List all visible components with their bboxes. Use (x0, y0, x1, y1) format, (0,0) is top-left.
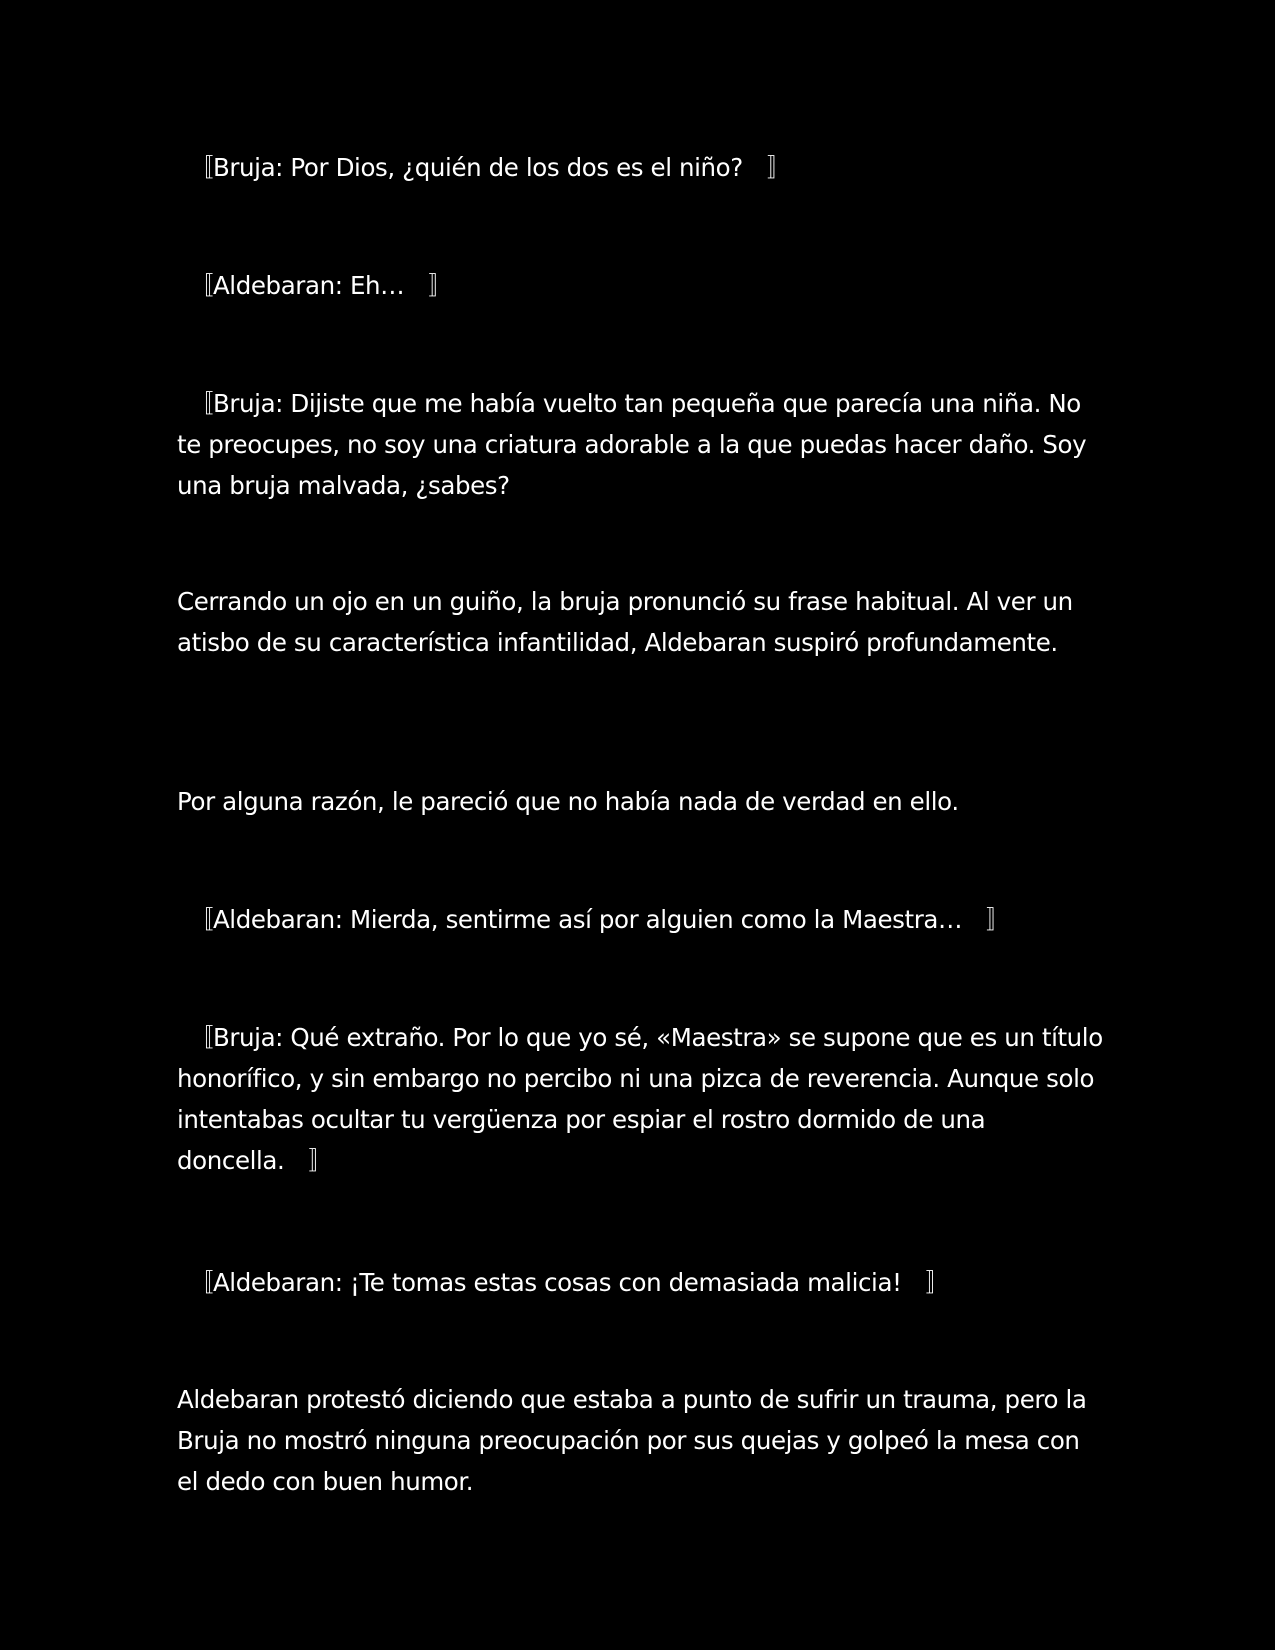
paragraph-dialogue-bruja-1: 〚Bruja: Por Dios, ¿quién de los dos es el niño? 〛 (177, 153, 792, 182)
paragraph-dialogue-aldebaran-1: 〚Aldebaran: Eh… 〛 (177, 271, 453, 300)
paragraph-narration-2: Por alguna razón, le pareció que no había nada de verdad en ello. (177, 787, 959, 816)
paragraph-narration-3: Aldebaran protestó diciendo que estaba a punto de sufrir un trauma, pero la Bruja no mostró ninguna preocupación por sus quejas y golpeó la mesa con el dedo con buen humor. (177, 1385, 1094, 1496)
paragraph-dialogue-aldebaran-2: 〚Aldebaran: Mierda, sentirme así por alguien como la Maestra… 〛 (177, 905, 1011, 934)
paragraph-dialogue-bruja-2: 〚Bruja: Dijiste que me había vuelto tan pequeña que parecía una niña. No te preocupes, no soy una criatura adorable a la que puedas hacer daño. Soy una bruja malvada, ¿sabes? (177, 389, 1094, 500)
paragraph-dialogue-bruja-3: 〚Bruja: Qué extraño. Por lo que yo sé, «Maestra» se supone que es un título honorífico, y sin embargo no percibo ni una pizca de reverencia. Aunque solo intentabas ocultar tu vergüenza por espiar el rostro dormido de una doncella. 〛 (177, 1023, 1111, 1175)
paragraph-dialogue-aldebaran-3: 〚Aldebaran: ¡Te tomas estas cosas con demasiada malicia! 〛 (177, 1268, 950, 1297)
paragraph-narration-1: Cerrando un ojo en un guiño, la bruja pronunció su frase habitual. Al ver un atisbo de su característica infantilidad, Aldebaran suspiró profundamente. (177, 587, 1081, 657)
